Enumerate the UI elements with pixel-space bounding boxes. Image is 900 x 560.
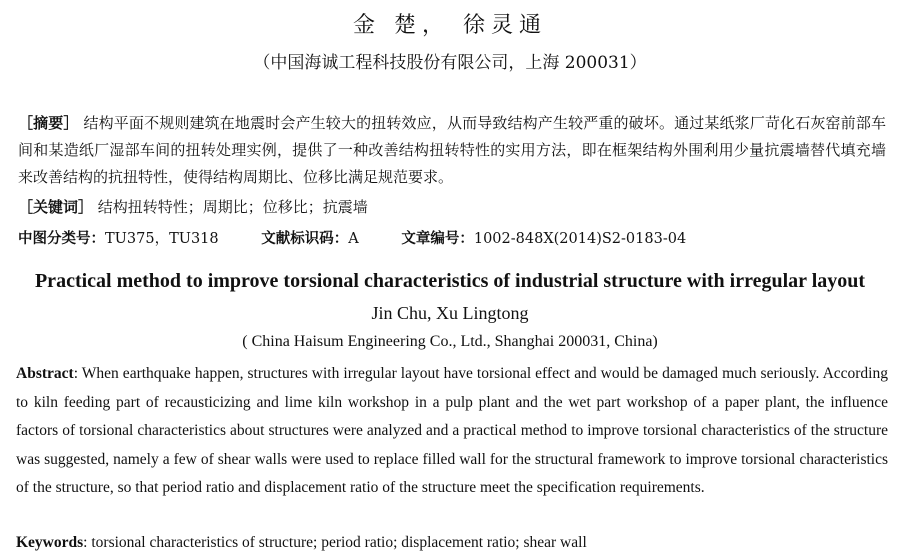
keywords-chinese-text: 结构扭转特性；周期比；位移比；抗震墙: [97, 198, 368, 216]
clc-value: TU375，TU318: [105, 231, 219, 247]
document-code-value: A: [348, 231, 359, 247]
clc-label: 中图分类号：: [18, 231, 105, 247]
article-number-label: 文章编号：: [401, 231, 474, 247]
abstract-chinese-text: 结构平面不规则建筑在地震时会产生较大的扭转效应，从而导致结构产生较严重的破坏。通过某纸浆厂苛化石灰窑前部车间和某造纸厂湿部车间的扭转处理实例，提供了一种改善结构扭转特性的实用方法，即在框架结构外围利用少量抗震墙替代填充墙来改善结构的抗扭特性，使得结构周期比、位移比满足规范要求。: [18, 114, 886, 186]
abstract-english-label: Abstract: [16, 365, 74, 382]
article-number-value: 1002-848X(2014)S2-0183-04: [473, 231, 687, 247]
authors-english: Jin Chu, Xu Lingtong: [371, 303, 529, 323]
classification-line: [18, 227, 886, 248]
keywords-chinese-label: ［关键词］: [18, 198, 94, 216]
keywords-english-text: torsional characteristics of structure; period ratio; displacement ratio; shear wall: [87, 534, 587, 551]
abstract-chinese: [18, 110, 886, 191]
paper-title-english: Practical method to improve torsional characteristics of industrial structure with irregular layout: [34, 270, 866, 292]
keywords-chinese: [18, 196, 886, 217]
article-number: [401, 231, 686, 247]
affiliation-english: ( China Haisum Engineering Co., Ltd., Shanghai 200031, China): [242, 333, 658, 350]
keywords-english: [16, 534, 888, 552]
abstract-english: [16, 360, 888, 503]
abstract-chinese-label: ［摘要］: [18, 114, 79, 132]
document-code: [261, 231, 358, 247]
abstract-english-text: When earthquake happen, structures with irregular layout have torsional effect and would be damaged much seriously. According to kiln feeding part of recausticizing and lime kiln workshop in a pulp plant and the wet part workshop of a paper plant, the influence factors of torsional characteristics about structures were analyzed and a practical method to improve torsional characteristics of the structure was suggested, namely a few of shear walls were used to replace filled wall for the structural framework to improve torsional characteristics of the structure, so that period ratio and displacement ratio of the structure meet the specification requirements.: [16, 365, 888, 496]
keywords-english-separator: :: [83, 534, 88, 551]
clc-number: [18, 231, 219, 247]
keywords-english-label: Keywords: [16, 534, 84, 551]
document-code-label: 文献标识码：: [261, 231, 349, 247]
abstract-english-separator: :: [73, 365, 78, 382]
affiliation-chinese: （中国海诚工程科技股份有限公司，上海 200031）: [253, 53, 647, 73]
authors-chinese: 金 楚， 徐灵通: [353, 13, 547, 38]
